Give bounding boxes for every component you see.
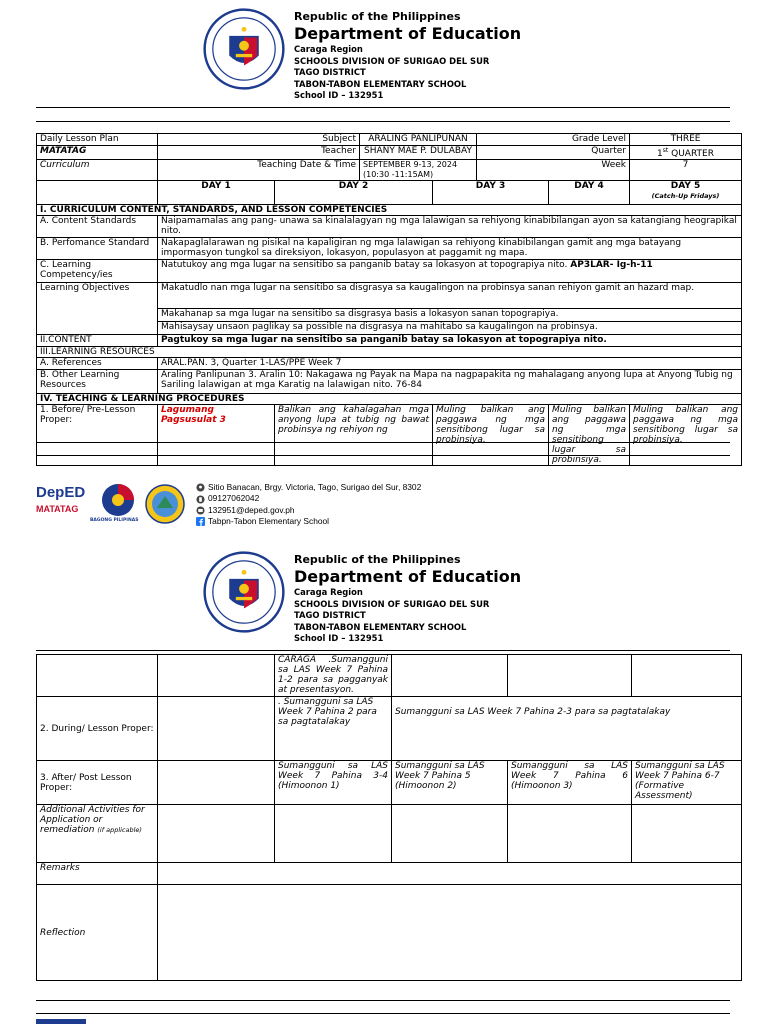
before-day1: Lagumang Pagsusulat 3 — [158, 405, 275, 466]
email-row — [196, 505, 421, 516]
cont-blank-label — [37, 655, 158, 697]
header-text-block-2 — [294, 553, 521, 645]
grade-label: Grade Level — [477, 134, 630, 146]
during-label: 2. During/ Lesson Proper: — [37, 697, 158, 761]
reflection-label: Reflection — [37, 885, 158, 981]
division-text-2: SCHOOLS DIVISION OF SURIGAO DEL SUR — [294, 598, 490, 609]
after-day1 — [158, 761, 275, 805]
school-id-text: School ID – 132951 — [294, 90, 384, 100]
teacher-value: SHANY MAE P. DULABAY — [360, 146, 477, 160]
facebook-text: Tabpn-Tabon Elementary School — [208, 516, 330, 527]
after-day3: Sumangguni sa LAS Week 7 Pahina 5 (Himoonon 2) — [392, 761, 508, 805]
day-4-header: DAY 4 — [549, 181, 630, 205]
teacher-label: Teacher — [158, 146, 360, 160]
additional-day2 — [275, 805, 392, 863]
additional-label: Additional Activities for Application or remediation (if applicable) — [37, 805, 158, 863]
objective-3: Mahisaysay unsaon paglikay sa possible na disgrasya na mahitabo sa kaugalingon na probinsya. — [158, 322, 742, 335]
phone-row — [196, 493, 421, 504]
deped-logo — [36, 485, 90, 525]
during-day2: . Sumangguni sa LAS Week 7 Pahina 2 para sa pagtatalakay — [275, 697, 392, 761]
perf-std-value: Nakapaglalarawan ng pisikal na kapaligiran ng mga lalawigan sa rehiyong kinabibilangan gamit ang mga batayang impormasyon tungkol sa direksiyon, lokasyon, populasyon at paggamit ng mapa. — [158, 238, 742, 260]
phone-icon — [196, 495, 205, 504]
cont-day2: CARAGA .Sumangguni sa LAS Week 7 Pahina 1-2 para sa pagganyak at presentasyon. — [275, 655, 392, 697]
footer-rule-2 — [36, 455, 730, 456]
objective-2: Makahanap sa mga lugar na sensitibo sa disgrasya basis a lokasyon sanan topograpiya. — [158, 309, 742, 322]
region-text: Caraga Region — [294, 44, 363, 54]
bagong-pilipinas-text: BAGONG PILIPINAS — [90, 518, 139, 523]
dlp-table-continued — [36, 654, 742, 981]
content-std-label: A. Content Standards — [37, 216, 158, 238]
before-day2: Balikan ang kahalagahan mga anyong lupa at tubig ng bawat probinsya ng rehiyon ng — [275, 405, 433, 466]
day-2-header: DAY 2 — [275, 181, 433, 205]
address-text: Sitio Banacan, Brgy. Victoria, Tago, Surigao del Sur, 8302 — [208, 482, 422, 492]
day-3-header: DAY 3 — [433, 181, 549, 205]
references-value: ARAL.PAN. 3, Quarter 1-LAS/PPE Week 7 — [158, 358, 742, 370]
before-label: 1. Before/ Pre-Lesson Proper: — [37, 405, 158, 466]
after-label: 3. After/ Post Lesson Proper: — [37, 761, 158, 805]
curriculum-label: Curriculum — [37, 160, 158, 181]
contact-block — [196, 482, 421, 528]
school-seal-icon — [145, 484, 185, 524]
before-day3: Muling balikan ang paggawa ng mga sensitibong lugar sa probinsiya. — [433, 405, 549, 466]
email-icon — [196, 506, 205, 515]
dlp-table — [36, 133, 742, 466]
date-value: SEPTEMBER 9-13, 2024 (10:30 -11:15AM) — [360, 160, 477, 181]
section4-heading: IV. TEACHING & LEARNING PROCEDURES — [37, 394, 742, 405]
before-day5: Muling balikan ang paggawa ng mga sensitibong lugar sa probinsiya. — [630, 405, 742, 466]
perf-std-label: B. Perfomance Standard — [37, 238, 158, 260]
bottom-rule — [36, 1000, 730, 1001]
content-value: Pagtukoy sa mga lugar na sensitibo sa panganib batay sa lokasyon at topograpiya nito. — [158, 335, 742, 347]
day-5-header: DAY 5 (Catch-Up Fridays) — [630, 181, 742, 205]
footer-rule — [36, 442, 730, 443]
school-text-2: TABON-TABON ELEMENTARY SCHOOL — [294, 621, 467, 632]
other-resources-value: Araling Panlipunan 3. Aralin 10: Nakagawa ng Payak na Mapa na nagpapakita ng mahalagang anyong lupa at Anyong Tubig ng Sariling lalawigan at mga Karatig na lalawigan nito. 76-84 — [158, 370, 742, 394]
address-row — [196, 482, 421, 493]
cont-day3 — [392, 655, 508, 697]
header-rule-p2 — [36, 650, 730, 651]
region-text-2: Caraga Region — [294, 587, 363, 597]
bagong-pilipinas-logo-icon — [94, 482, 142, 518]
facebook-icon — [196, 517, 205, 526]
during-day1 — [158, 697, 275, 761]
subject-value: ARALING PANLIPUNAN — [360, 134, 477, 146]
objective-1: Makatudlo nan mga lugar na sensitibo sa disgrasya sa kaugalingon na probinsya sanan rehiyon gamit an hazard map. — [158, 283, 742, 309]
quarter-value: 1st QUARTER — [630, 146, 742, 160]
reflection-value — [158, 885, 742, 981]
additional-day5 — [632, 805, 742, 863]
cont-day4 — [508, 655, 632, 697]
district-text-2: TAGO DISTRICT — [294, 610, 366, 620]
resources-heading: III.LEARNING RESOURCES — [37, 347, 742, 358]
competency-label: C. Learning Competency/ies — [37, 260, 158, 283]
remarks-value — [158, 863, 742, 885]
competency-value: Natutukoy ang mga lugar na sensitibo sa panganib batay sa lokasyon at topograpiya nito. AP3LAR- Ig-h-11 — [158, 260, 742, 283]
header-rule-2 — [36, 121, 730, 122]
quarter-label: Quarter — [477, 146, 630, 160]
deped-seal-icon-2 — [203, 551, 285, 633]
content-std-value: Naipamamalas ang pang- unawa sa kinalalagyan ng mga lalawigan sa rehiyong kinabibilangan ayon sa katangiang heograpikal nito. — [158, 216, 742, 238]
objectives-label: Learning Objectives — [37, 283, 158, 335]
deped-seal-icon — [203, 8, 285, 90]
during-day3-5: Sumangguni sa LAS Week 7 Pahina 2-3 para sa pagtatalakay — [392, 697, 742, 761]
references-label: A. References — [37, 358, 158, 370]
division-text: SCHOOLS DIVISION OF SURIGAO DEL SUR — [294, 55, 490, 66]
school-id-text-2: School ID – 132951 — [294, 633, 384, 643]
grade-value: THREE — [630, 134, 742, 146]
before-day4: Muling balikan ang paggawa ng mga sensitibong lugar sa probinsiya. — [549, 405, 630, 466]
bottom-logo-strip — [36, 1019, 86, 1024]
remarks-label: Remarks — [37, 863, 158, 885]
header-rule — [36, 107, 730, 108]
cont-day5 — [632, 655, 742, 697]
matatag-label: MATATAG — [37, 146, 158, 160]
facebook-row — [196, 516, 421, 527]
additional-day1 — [158, 805, 275, 863]
after-day4: Sumangguni sa LAS Week 7 Pahina 6 (Himoonon 3) — [508, 761, 632, 805]
school-text: TABON-TABON ELEMENTARY SCHOOL — [294, 78, 467, 89]
after-day2: Sumangguni sa LAS Week 7 Pahina 3-4 (Himoonon 1) — [275, 761, 392, 805]
page2-header — [0, 543, 768, 653]
page1-header — [0, 0, 768, 110]
deped-logo-text: DepED — [36, 484, 86, 501]
days-blank — [37, 181, 158, 205]
subject-label: Subject — [158, 134, 360, 146]
week-value: 7 — [630, 160, 742, 181]
additional-day4 — [508, 805, 632, 863]
matatag-logo-text: MATATAG — [36, 504, 79, 514]
after-day5: Sumangguni sa LAS Week 7 Pahina 6-7 (Formative Assessment) — [632, 761, 742, 805]
additional-day3 — [392, 805, 508, 863]
republic-text: Republic of the Philippines — [294, 10, 461, 23]
email-text: 132951@deped.gov.ph — [208, 504, 295, 515]
location-icon — [196, 483, 205, 492]
section1-heading: I. CURRICULUM CONTENT, STANDARDS, AND LESSON COMPETENCIES — [37, 205, 742, 216]
header-text-block — [294, 10, 521, 102]
content-label: II.CONTENT — [37, 335, 158, 347]
date-label: Teaching Date & Time — [158, 160, 360, 181]
bottom-rule-2 — [36, 1013, 730, 1014]
department-text: Department of Education — [294, 24, 522, 43]
department-text-2: Department of Education — [294, 567, 522, 586]
other-resources-label: B. Other Learning Resources — [37, 370, 158, 394]
dlp-title: Daily Lesson Plan — [37, 134, 158, 146]
republic-text-2: Republic of the Philippines — [294, 553, 461, 566]
week-label: Week — [477, 160, 630, 181]
district-text: TAGO DISTRICT — [294, 67, 366, 77]
phone-text: 09127062042 — [208, 493, 260, 504]
cont-day1 — [158, 655, 275, 697]
day-1-header: DAY 1 — [158, 181, 275, 205]
